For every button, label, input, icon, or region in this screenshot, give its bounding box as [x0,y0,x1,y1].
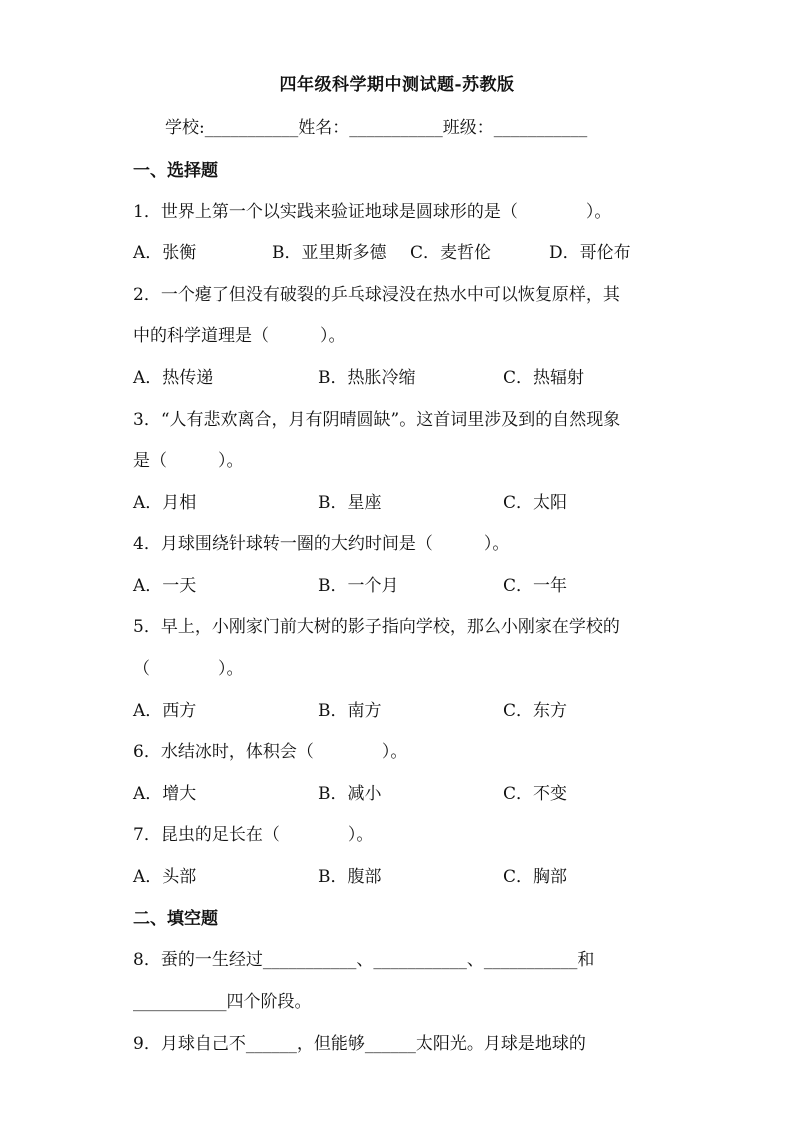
q7-option-b: B．腹部 [318,867,382,887]
q6-option-a: A．增大 [133,784,197,804]
question-8-line-2: ___________四个阶段。 [133,992,312,1012]
page-title: 四年级科学期中测试题-苏教版 [279,75,515,95]
q6-option-c: C．不变 [503,784,568,804]
q3-option-a: A．月相 [133,493,197,513]
question-6: 6．水结冰时，体积会（ ）。 [133,742,408,762]
question-7: 7．昆虫的足长在（ ）。 [133,825,374,845]
q4-option-c: C．一年 [503,576,568,596]
question-3-line-1: 3．“人有悲欢离合，月有阴晴圆缺”。这首词里涉及到的自然现象 [133,410,621,430]
q2-option-b: B．热胀冷缩 [318,368,416,388]
question-2-line-2: 中的科学道理是（ ）。 [133,326,346,346]
q5-option-c: C．东方 [503,701,568,721]
section-heading-choice: 一、选择题 [133,161,218,181]
question-9-line-1: 9．月球自己不______，但能够______太阳光。月球是地球的 [133,1034,586,1054]
q2-option-c: C．热辐射 [503,368,585,388]
section-heading-fill-blank: 二、填空题 [133,909,218,929]
question-1: 1．世界上第一个以实践来验证地球是圆球形的是（ ）。 [133,202,612,222]
q1-option-c: C．麦哲伦 [410,243,492,263]
q7-option-c: C．胸部 [503,867,568,887]
q3-option-c: C．太阳 [503,493,568,513]
question-5-line-1: 5．早上，小刚家门前大树的影子指向学校，那么小刚家在学校的 [133,617,620,637]
q1-option-d: D．哥伦布 [549,243,631,263]
q2-option-a: A．热传递 [133,368,214,388]
q1-option-b: B．亚里斯多德 [272,243,387,263]
q5-option-b: B．南方 [318,701,382,721]
question-2-line-1: 2．一个瘪了但没有破裂的乒乓球浸没在热水中可以恢复原样，其 [133,285,620,305]
q7-option-a: A．头部 [133,867,197,887]
student-info-line: 学校:___________姓名：___________班级：___________ [165,118,588,138]
q5-option-a: A．西方 [133,701,197,721]
q4-option-a: A．一天 [133,576,197,596]
question-3-line-2: 是（ ）。 [133,451,244,471]
question-5-line-2: （ ）。 [133,659,244,679]
q4-option-b: B．一个月 [318,576,399,596]
question-8-line-1: 8．蚕的一生经过___________、___________、___________和 [133,950,595,970]
question-4: 4．月球围绕针球转一圈的大约时间是（ ）。 [133,534,510,554]
q3-option-b: B．星座 [318,493,382,513]
q1-option-a: A．张衡 [133,243,197,263]
q6-option-b: B．减小 [318,784,382,804]
